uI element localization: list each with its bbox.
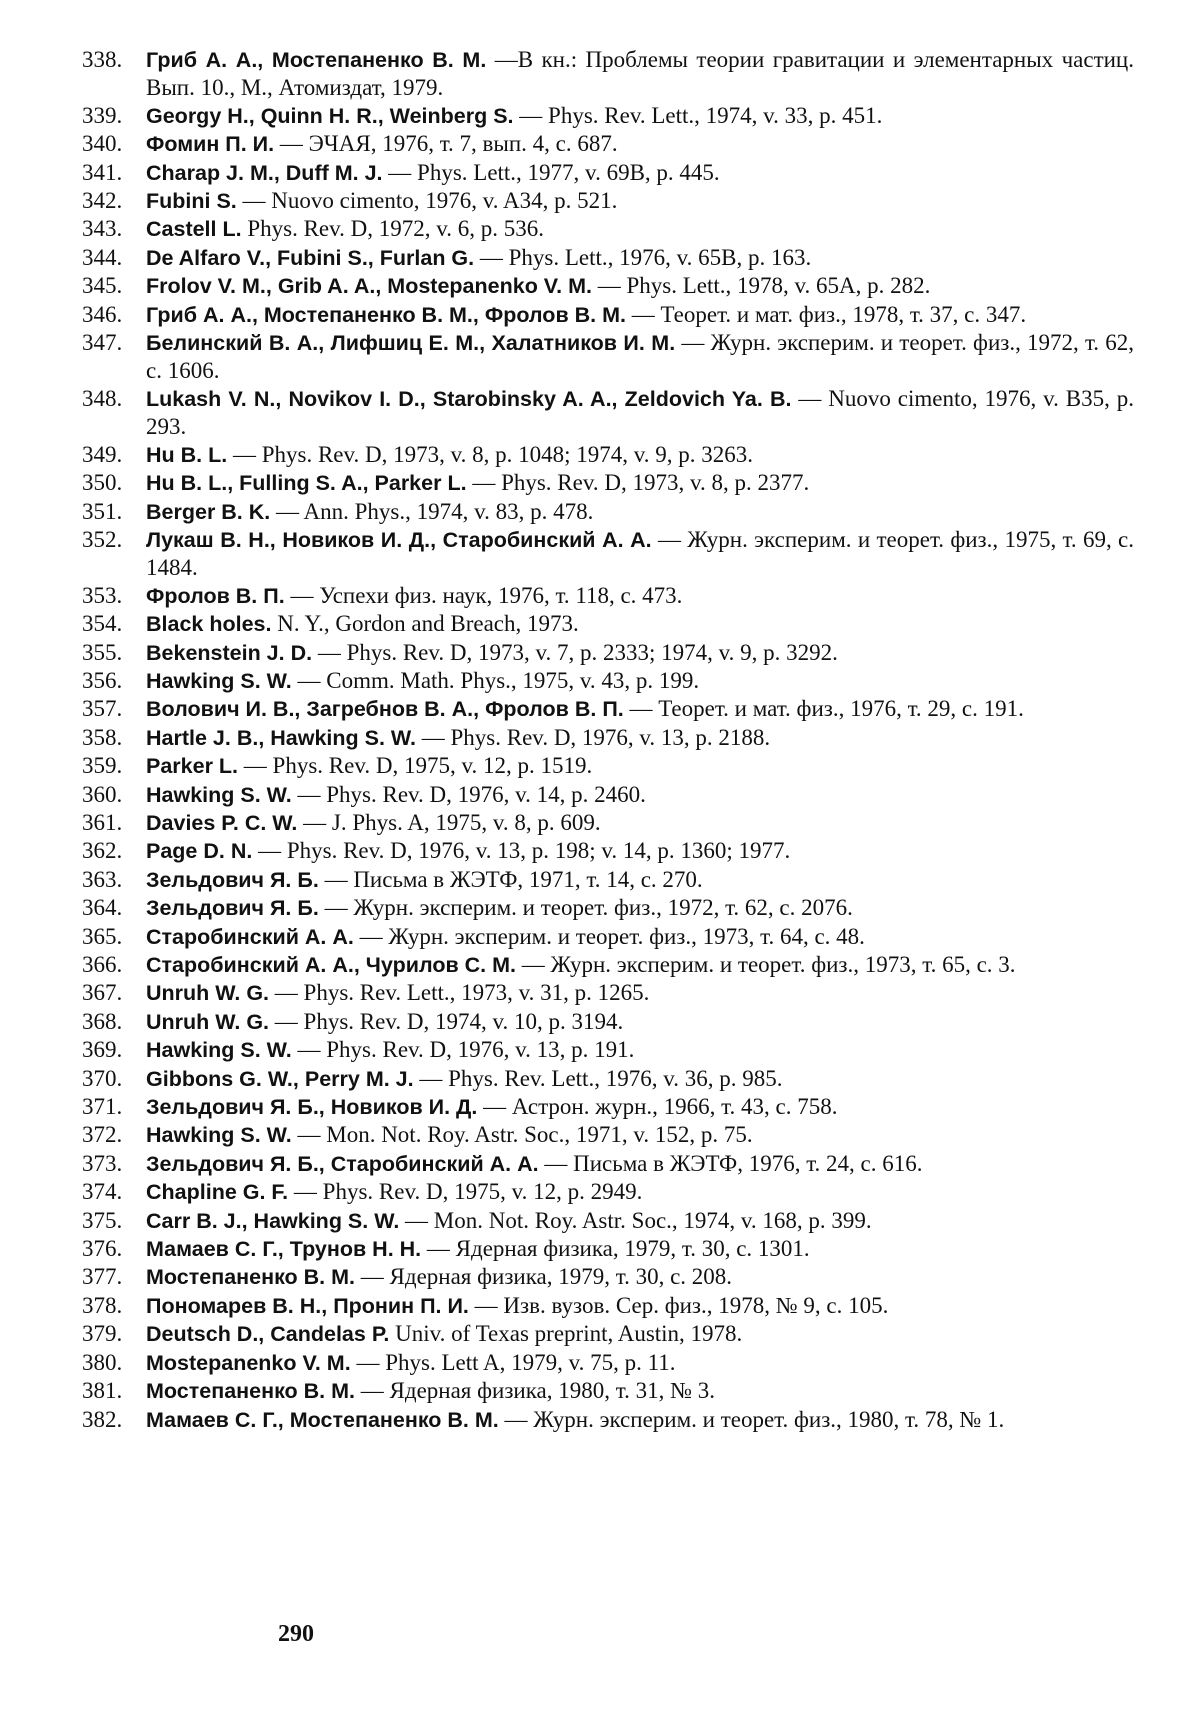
reference-details: — Phys. Rev. D, 1974, v. 10, p. 3194. — [269, 1008, 624, 1034]
reference-authors: Пономарев В. Н., Пронин П. И. — [146, 1293, 469, 1318]
reference-number: 340. — [82, 131, 123, 157]
reference-number: 345. — [82, 273, 123, 299]
reference-authors: Hartle J. B., Hawking S. W. — [146, 725, 417, 750]
reference-authors: Hawking S. W. — [146, 1038, 292, 1063]
reference-authors: Berger B. K. — [146, 499, 271, 524]
reference-authors: Зельдович Я. Б., Старобинский А. А. — [146, 1151, 539, 1176]
reference-number: 354. — [82, 611, 123, 637]
reference-number: 373. — [82, 1150, 123, 1176]
reference-number: 382. — [82, 1406, 123, 1432]
reference-number: 367. — [82, 980, 123, 1006]
reference-entry — [82, 1178, 1134, 1206]
reference-entry — [82, 441, 1134, 469]
reference-entry — [82, 385, 1134, 441]
reference-authors: Белинский В. А., Лифшиц Е. М., Халатников И. М. — [146, 331, 676, 356]
reference-authors: Фролов В. П. — [146, 583, 285, 608]
reference-number: 370. — [82, 1065, 123, 1091]
reference-entry — [82, 498, 1134, 526]
reference-number: 374. — [82, 1179, 123, 1205]
reference-entry — [82, 301, 1134, 329]
reference-entry — [82, 1320, 1134, 1348]
reference-details: — Phys. Rev. Lett., 1974, v. 33, p. 451. — [513, 102, 883, 128]
reference-number: 361. — [82, 809, 123, 835]
reference-entry — [82, 469, 1134, 497]
reference-entry — [82, 526, 1134, 582]
reference-authors: Mostepanenko V. M. — [146, 1350, 351, 1375]
reference-details: — Phys. Rev. D, 1975, v. 12, p. 2949. — [288, 1179, 643, 1205]
reference-authors: Мамаев С. Г., Мостепаненко В. М. — [146, 1407, 499, 1432]
reference-authors: Black holes. — [146, 612, 272, 637]
reference-details: — Журн. эксперим. и теорет. физ., 1973, т. 65, с. 3. — [516, 952, 1016, 977]
reference-authors: Гриб А. А., Мостепаненко В. М. — [146, 48, 487, 72]
reference-number: 348. — [82, 385, 123, 411]
reference-number: 349. — [82, 441, 123, 467]
reference-details: — Ann. Phys., 1974, v. 83, p. 478. — [270, 498, 594, 524]
reference-number: 346. — [82, 301, 123, 327]
reference-details: — Журн. эксперим. и теорет. физ., 1972, т. 62, с. 1606. — [146, 330, 1134, 384]
reference-number: 375. — [82, 1207, 123, 1233]
reference-authors: Старобинский А. А. — [146, 924, 354, 949]
reference-details: — Phys. Lett., 1976, v. 65B, p. 163. — [474, 244, 812, 270]
reference-entry — [82, 159, 1134, 187]
reference-number: 353. — [82, 582, 123, 608]
reference-details: — J. Phys. A, 1975, v. 8, p. 609. — [297, 809, 601, 835]
reference-entry — [82, 102, 1134, 130]
reference-number: 371. — [82, 1094, 123, 1120]
reference-authors: Волович И. В., Загребнов В. А., Фролов В. П. — [146, 697, 624, 722]
reference-authors: Castell L. — [146, 217, 242, 242]
reference-details: — Phys. Rev. D, 1976, v. 13, p. 191. — [291, 1037, 635, 1063]
reference-details: — Nuovo cimento, 1976, v. B35, p. 293. — [146, 385, 1135, 440]
reference-authors: Chapline G. F. — [146, 1180, 289, 1205]
reference-entry — [82, 1235, 1134, 1263]
reference-entry — [82, 837, 1134, 865]
reference-authors: Фомин П. И. — [146, 132, 275, 157]
reference-details: — Письма в ЖЭТФ, 1971, т. 14, с. 270. — [318, 866, 703, 892]
reference-entry — [82, 1377, 1134, 1405]
reference-number: 351. — [82, 498, 123, 524]
reference-authors: Hawking S. W. — [146, 782, 292, 807]
reference-entry — [82, 752, 1134, 780]
reference-number: 362. — [82, 838, 123, 864]
reference-authors: Зельдович Я. Б. — [146, 896, 319, 921]
reference-number: 343. — [82, 216, 123, 242]
reference-details: — Phys. Rev. D, 1976, v. 13, p. 2188. — [416, 724, 771, 750]
reference-entry — [82, 130, 1134, 158]
reference-entry — [82, 923, 1134, 951]
reference-authors: Deutsch D., Candelas P. — [146, 1322, 390, 1347]
reference-authors: Georgy H., Quinn H. R., Weinberg S. — [146, 103, 514, 128]
reference-details: — Phys. Rev. D, 1975, v. 12, p. 1519. — [238, 753, 593, 779]
reference-entry — [82, 1093, 1134, 1121]
reference-number: 377. — [82, 1264, 123, 1290]
reference-details: — Теорет. и мат. физ., 1978, т. 37, с. 347. — [626, 301, 1027, 327]
reference-list — [82, 46, 1134, 1434]
reference-number: 338. — [82, 47, 123, 72]
reference-details: — Ядерная физика, 1980, т. 31, № 3. — [355, 1378, 716, 1404]
reference-number: 356. — [82, 667, 123, 693]
reference-details: — Nuovo cimento, 1976, v. A34, p. 521. — [236, 188, 618, 214]
reference-details: — Comm. Math. Phys., 1975, v. 43, p. 199. — [291, 667, 700, 693]
reference-number: 363. — [82, 866, 123, 892]
reference-entry — [82, 866, 1134, 894]
reference-entry — [82, 979, 1134, 1007]
reference-entry — [82, 1150, 1134, 1178]
reference-details: —В кн.: Проблемы теории гравитации и элементарных частиц. Вып. 10., М., Атомиздат, 1979. — [146, 47, 1134, 101]
reference-authors: Bekenstein J. D. — [146, 640, 313, 665]
reference-details: — Phys. Lett., 1977, v. 69B, p. 445. — [382, 159, 720, 185]
reference-number: 359. — [82, 753, 123, 779]
reference-details: Phys. Rev. D, 1972, v. 6, p. 536. — [241, 216, 545, 242]
reference-entry — [82, 1065, 1134, 1093]
reference-authors: Гриб А. А., Мостепаненко В. М., Фролов В. М. — [146, 302, 626, 327]
reference-number: 365. — [82, 923, 123, 949]
reference-number: 357. — [82, 696, 123, 722]
reference-entry — [82, 610, 1134, 638]
reference-authors: Hawking S. W. — [146, 1123, 292, 1148]
reference-number: 376. — [82, 1236, 123, 1262]
reference-entry — [82, 894, 1134, 922]
reference-number: 355. — [82, 639, 123, 665]
reference-details: — Письма в ЖЭТФ, 1976, т. 24, с. 616. — [538, 1150, 923, 1176]
reference-number: 372. — [82, 1122, 123, 1148]
reference-authors: Parker L. — [146, 754, 239, 779]
reference-entry — [82, 244, 1134, 272]
reference-number: 369. — [82, 1037, 123, 1063]
reference-details: N. Y., Gordon and Breach, 1973. — [271, 611, 579, 637]
reference-authors: Page D. N. — [146, 839, 253, 864]
reference-details: — ЭЧАЯ, 1976, т. 7, вып. 4, с. 687. — [274, 131, 618, 157]
reference-authors: Мостепаненко В. М. — [146, 1265, 356, 1290]
reference-details: — Журн. эксперим. и теорет. физ., 1973, т. 64, с. 48. — [353, 923, 865, 949]
reference-authors: Hu B. L., Fulling S. A., Parker L. — [146, 471, 467, 496]
reference-details: — Phys. Rev. D, 1973, v. 7, p. 2333; 1974, v. 9, p. 3292. — [312, 639, 838, 665]
reference-details: — Астрон. журн., 1966, т. 43, с. 758. — [477, 1094, 838, 1120]
reference-number: 344. — [82, 244, 123, 270]
reference-details: Univ. of Texas preprint, Austin, 1978. — [389, 1321, 743, 1347]
reference-details: — Успехи физ. наук, 1976, т. 118, с. 473. — [284, 582, 683, 608]
reference-number: 339. — [82, 102, 123, 128]
reference-number: 350. — [82, 470, 123, 496]
reference-entry — [82, 724, 1134, 752]
reference-details: — Phys. Rev. Lett., 1973, v. 31, p. 1265. — [269, 980, 650, 1006]
reference-authors: Fubini S. — [146, 189, 237, 214]
reference-authors: Мамаев С. Г., Трунов Н. Н. — [146, 1237, 422, 1262]
reference-entry — [82, 582, 1134, 610]
reference-authors: Unruh W. G. — [146, 981, 270, 1006]
reference-entry — [82, 187, 1134, 215]
reference-details: — Phys. Lett A, 1979, v. 75, p. 11. — [350, 1349, 676, 1375]
reference-details: — Теорет. и мат. физ., 1976, т. 29, с. 191. — [623, 696, 1024, 722]
reference-authors: Лукаш В. Н., Новиков И. Д., Старобинский А. А. — [146, 527, 652, 552]
reference-entry — [82, 1207, 1134, 1235]
reference-authors: Зельдович Я. Б. — [146, 867, 319, 892]
reference-authors: Hu B. L. — [146, 442, 228, 467]
reference-authors: Unruh W. G. — [146, 1009, 270, 1034]
reference-number: 368. — [82, 1008, 123, 1034]
reference-entry — [82, 1036, 1134, 1064]
reference-authors: De Alfaro V., Fubini S., Furlan G. — [146, 245, 475, 270]
reference-authors: Davies P. C. W. — [146, 810, 298, 835]
reference-authors: Lukash V. N., Novikov I. D., Starobinsky A. A., Zeldovich Ya. B. — [146, 386, 792, 411]
reference-details: — Phys. Rev. D, 1973, v. 8, p. 2377. — [466, 470, 810, 496]
reference-number: 352. — [82, 526, 123, 552]
reference-authors: Carr B. J., Hawking S. W. — [146, 1208, 400, 1233]
reference-entry — [82, 1008, 1134, 1036]
reference-entry — [82, 329, 1134, 385]
reference-details: — Phys. Rev. D, 1976, v. 14, p. 2460. — [291, 781, 646, 807]
reference-number: 358. — [82, 724, 123, 750]
reference-entry — [82, 1121, 1134, 1149]
reference-details: — Mon. Not. Roy. Astr. Soc., 1974, v. 168, p. 399. — [399, 1207, 872, 1233]
reference-entry — [82, 1406, 1134, 1434]
reference-entry — [82, 46, 1134, 102]
reference-details: — Phys. Rev. D, 1976, v. 13, p. 198; v. 14, p. 1360; 1977. — [252, 838, 791, 864]
reference-authors: Мостепаненко В. М. — [146, 1379, 356, 1404]
reference-number: 347. — [82, 330, 123, 356]
reference-details: — Ядерная физика, 1979, т. 30, с. 1301. — [421, 1236, 810, 1262]
reference-number: 378. — [82, 1292, 123, 1318]
reference-details: — Ядерная физика, 1979, т. 30, с. 208. — [355, 1264, 733, 1290]
reference-details: — Журн. эксперим. и теорет. физ., 1972, т. 62, с. 2076. — [318, 895, 853, 921]
reference-number: 342. — [82, 188, 123, 214]
reference-details: — Журн. эксперим. и теорет. физ., 1980, т. 78, № 1. — [498, 1406, 1005, 1432]
reference-entry — [82, 667, 1134, 695]
reference-details: — Phys. Rev. D, 1973, v. 8, p. 1048; 1974, v. 9, p. 3263. — [227, 441, 754, 467]
reference-authors: Charap J. M., Duff M. J. — [146, 160, 383, 185]
page-number: 290 — [278, 1621, 314, 1647]
reference-authors: Hawking S. W. — [146, 668, 292, 693]
reference-number: 364. — [82, 895, 123, 921]
reference-entry — [82, 809, 1134, 837]
reference-details: — Phys. Rev. Lett., 1976, v. 36, p. 985. — [413, 1065, 783, 1091]
reference-entry — [82, 215, 1134, 243]
reference-entry — [82, 1263, 1134, 1291]
reference-entry — [82, 272, 1134, 300]
reference-entry — [82, 1349, 1134, 1377]
reference-details: — Журн. эксперим. и теорет. физ., 1975, т. 69, с. 1484. — [146, 526, 1135, 581]
reference-number: 380. — [82, 1349, 123, 1375]
reference-entry — [82, 951, 1134, 979]
reference-authors: Frolov V. M., Grib A. A., Mostepanenko V. M. — [146, 274, 592, 299]
reference-entry — [82, 1292, 1134, 1320]
reference-details: — Phys. Lett., 1978, v. 65A, p. 282. — [592, 273, 931, 299]
reference-number: 379. — [82, 1321, 123, 1347]
reference-number: 341. — [82, 159, 123, 185]
reference-entry — [82, 639, 1134, 667]
reference-details: — Изв. вузов. Сер. физ., 1978, № 9, с. 105. — [468, 1292, 889, 1318]
reference-number: 366. — [82, 952, 123, 977]
reference-authors: Зельдович Я. Б., Новиков И. Д. — [146, 1095, 478, 1120]
reference-entry — [82, 781, 1134, 809]
reference-details: — Mon. Not. Roy. Astr. Soc., 1971, v. 152, p. 75. — [291, 1122, 753, 1148]
reference-number: 360. — [82, 781, 123, 807]
reference-entry — [82, 695, 1134, 723]
reference-authors: Gibbons G. W., Perry M. J. — [146, 1066, 414, 1091]
reference-authors: Старобинский А. А., Чурилов С. М. — [146, 953, 516, 977]
reference-number: 381. — [82, 1378, 123, 1404]
